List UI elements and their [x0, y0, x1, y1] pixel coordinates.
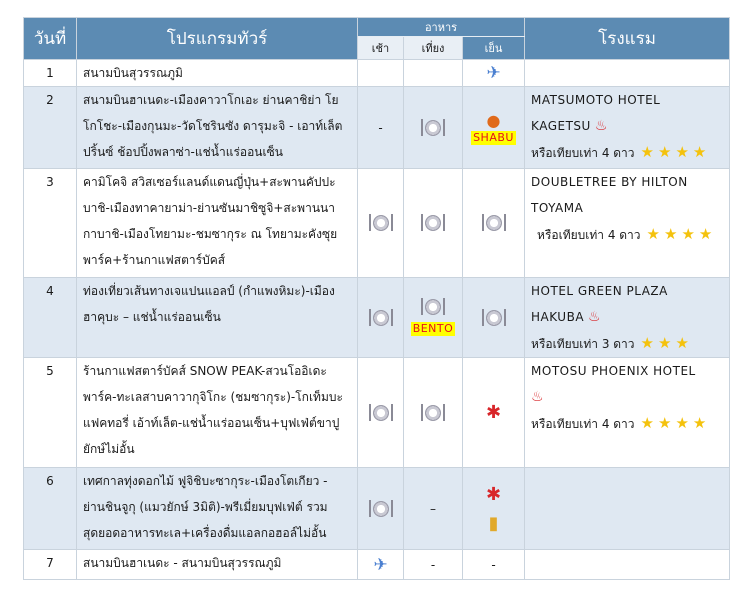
table-row — [24, 468, 730, 550]
table-row — [24, 60, 730, 87]
plate-icon — [373, 310, 389, 326]
hotel-name-line2: KAGETSU ♨ — [531, 118, 608, 134]
hotpot-icon: ● — [486, 110, 501, 130]
day-number: 1 — [24, 60, 77, 87]
day-number: 2 — [24, 87, 77, 169]
lunch-cell — [404, 169, 463, 278]
dinner-cell — [463, 169, 525, 278]
hotel-rating: หรือเทียบเท่า 4 ดาว ★★★★ — [537, 225, 717, 243]
program-line: พาร์ค-ทะเลสาบคาวากุจิโกะ (ชมซากุระ)-โกเท็มบะ — [83, 390, 343, 404]
program-cell — [77, 60, 358, 87]
onsen-icon: ♨ — [594, 118, 608, 134]
star-rating: ★★★★ — [640, 414, 711, 432]
breakfast-cell — [358, 278, 404, 358]
hotel-onsen — [531, 384, 723, 410]
airplane-icon: ✈ — [486, 63, 501, 83]
lunch-cell — [404, 278, 463, 358]
program-cell — [77, 278, 358, 358]
meal-tag: SHABU — [473, 130, 514, 144]
program-cell — [77, 358, 358, 468]
program-line: ฮาคุบะ – แช่น้ำแร่ออนเซ็น — [83, 310, 221, 324]
hotel-name-line2: TOYAMA — [531, 201, 584, 215]
program-line: ท่องเที่ยวเส้นทางเจแปนแอลป์ (กำแพงหิมะ)-เมือง — [83, 284, 335, 298]
header-breakfast: เช้า — [358, 37, 404, 60]
program-line: สุดยอดอาหารทะเล+เครื่องดื่มแอลกอฮอล์ไม่อั้น — [83, 526, 327, 540]
plate-icon — [425, 299, 441, 315]
hotel-name: DOUBLETREE BY HILTON — [531, 175, 688, 189]
lunch-cell — [404, 468, 463, 550]
program-line: ยักษ์ไม่อั้น — [83, 442, 135, 456]
star-rating: ★★★ — [640, 334, 693, 352]
table-row — [24, 358, 730, 468]
itinerary-table — [23, 17, 730, 580]
breakfast-cell — [358, 87, 404, 169]
hotel-name: HOTEL GREEN PLAZA — [531, 284, 668, 298]
table-row — [24, 169, 730, 278]
day-number: 6 — [24, 468, 77, 550]
no-meal-dash: - — [378, 120, 383, 135]
lunch-cell — [404, 87, 463, 169]
hotel-rating: หรือเทียบเท่า 4 ดาว ★★★★ — [531, 143, 711, 161]
onsen-icon: ♨ — [531, 389, 545, 405]
program-line: สนามบินฮาเนดะ - สนามบินสุวรรณภูมิ — [83, 556, 282, 570]
hotel-rating: หรือเทียบเท่า 4 ดาว ★★★★ — [531, 414, 711, 432]
tour-itinerary — [23, 17, 729, 580]
header-dinner: เย็น — [463, 37, 525, 60]
hotel-name-line2: HAKUBA ♨ — [531, 309, 602, 325]
hotel-cell — [525, 468, 730, 550]
plate-icon — [373, 501, 389, 517]
day-number: 3 — [24, 169, 77, 278]
no-meal-dash: - — [430, 557, 436, 572]
program-cell — [77, 550, 358, 580]
plate-icon — [425, 215, 441, 231]
day-number: 7 — [24, 550, 77, 580]
program-line: แฟคทอรี่ เอ้าท์เล็ต-แช่น้ำแร่ออนเซ็น+บุฟเฟ่ต์ขาปู — [83, 416, 340, 430]
breakfast-cell — [358, 60, 404, 87]
dinner-cell — [463, 278, 525, 358]
program-line: กาบาชิ-เมืองโทยามะ-ชมซากุระ ณ โทยามะคังซุย — [83, 227, 338, 241]
dinner-cell — [463, 60, 525, 87]
program-line: โกโชะ-เมืองกุนมะ-วัดโชรินซัง ดารุมะจิ - เอาท์เล็ต — [83, 119, 343, 133]
header-day: วันที่ — [24, 18, 77, 60]
program-line: สนามบินฮาเนดะ-เมืองคาวาโกเอะ ย่านคาชิย่า โย — [83, 93, 339, 107]
plate-icon — [425, 405, 441, 421]
program-cell — [77, 169, 358, 278]
table-row — [24, 278, 730, 358]
hotel-cell — [525, 358, 730, 468]
plate-icon — [373, 405, 389, 421]
program-line: คามิโคจิ สวิสเซอร์แลนด์แดนญี่ปุ่น+สะพานคัปปะ — [83, 175, 336, 189]
program-line: ร้านกาแฟสตาร์บัคส์ SNOW PEAK-สวนโออิเดะ — [83, 364, 327, 378]
dinner-cell — [463, 87, 525, 169]
hotel-cell — [525, 550, 730, 580]
hotel-cell — [525, 87, 730, 169]
crab-icon: ✱ — [485, 402, 502, 423]
breakfast-cell — [358, 550, 404, 580]
hotel-cell — [525, 169, 730, 278]
breakfast-cell — [358, 169, 404, 278]
airplane-icon: ✈ — [373, 554, 388, 575]
plate-icon — [373, 215, 389, 231]
day-number: 5 — [24, 358, 77, 468]
program-line: บาชิ-เมืองทาคายาม่า-ย่านซันมาชิซูจิ+สะพานนา — [83, 201, 335, 215]
plate-icon — [425, 120, 441, 136]
onsen-icon: ♨ — [588, 309, 602, 325]
program-cell — [77, 468, 358, 550]
plate-icon — [486, 215, 502, 231]
header-food: อาหาร — [358, 18, 525, 37]
lunch-cell — [404, 358, 463, 468]
hotel-rating: หรือเทียบเท่า 3 ดาว ★★★ — [531, 334, 693, 352]
table-row — [24, 550, 730, 580]
header-lunch: เที่ยง — [404, 37, 463, 60]
breakfast-cell — [358, 358, 404, 468]
program-line: ย่านชินจูกุ (แมวยักษ์ 3มิติ)-พรีเมี่ยมบุฟเฟ่ต์ รวม — [83, 500, 328, 514]
hotel-name: MOTOSU PHOENIX HOTEL — [531, 364, 696, 378]
dinner-cell — [463, 358, 525, 468]
program-line: สนามบินสุวรรณภูมิ — [83, 66, 183, 80]
header-hotel: โรงแรม — [525, 18, 730, 60]
dinner-cell — [463, 468, 525, 550]
star-rating: ★★★★ — [640, 143, 711, 161]
lunch-cell — [404, 550, 463, 580]
beer-icon: ▮ — [488, 512, 499, 534]
lunch-cell — [404, 60, 463, 87]
no-meal-dash: - — [491, 557, 496, 572]
hotel-cell — [525, 60, 730, 87]
header-program: โปรแกรมทัวร์ — [77, 18, 358, 60]
crab-icon: ✱ — [485, 483, 502, 505]
meal-tag: BENTO — [412, 322, 454, 335]
breakfast-cell — [358, 468, 404, 550]
dinner-cell — [463, 550, 525, 580]
program-cell — [77, 87, 358, 169]
program-line: ปริ้นซ์ ช้อปปิ้งพลาซ่า-แช่น้ำแร่ออนเซ็น — [83, 145, 283, 159]
no-meal-dash: – — [430, 501, 436, 516]
program-line: พาร์ค+ร้านกาแฟสตาร์บัคส์ — [83, 253, 226, 267]
program-line: เทศกาลทุ่งดอกไม้ ฟูจิชิบะซากุระ-เมืองโตเกียว - — [83, 474, 328, 488]
day-number: 4 — [24, 278, 77, 358]
hotel-cell — [525, 278, 730, 358]
table-row — [24, 87, 730, 169]
hotel-name: MATSUMOTO HOTEL — [531, 93, 661, 107]
plate-icon — [486, 310, 502, 326]
star-rating: ★★★★ — [646, 225, 717, 243]
